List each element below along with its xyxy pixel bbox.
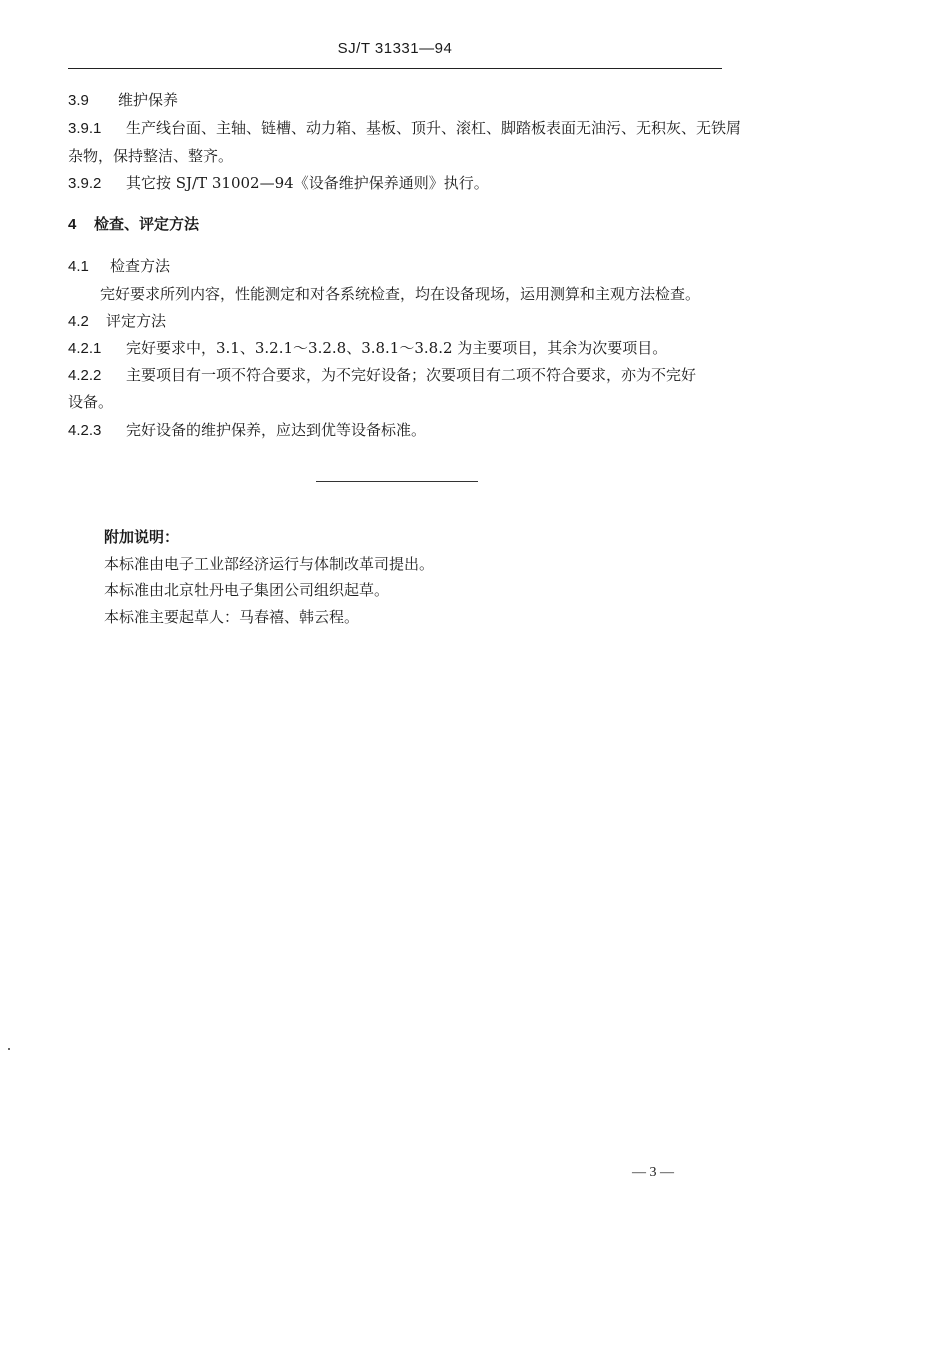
section-3-9-2: [68, 173, 489, 194]
section-title: 检查、评定方法: [94, 215, 200, 233]
section-text: 设备。: [68, 393, 114, 411]
page-number: — 3 —: [632, 1165, 674, 1180]
section-title: 评定方法: [106, 312, 167, 330]
standard-code-header: SJ/T 31331—94: [337, 40, 453, 57]
section-number: 4.2: [68, 313, 89, 330]
section-3-9: [68, 90, 178, 111]
section-4-1: [68, 256, 170, 277]
section-number: 3.9.2: [68, 175, 102, 192]
section-number: 3.9: [68, 92, 89, 109]
end-of-text-rule: [316, 481, 478, 482]
section-number: 3.9.1: [68, 120, 102, 137]
section-4-2-3: [68, 420, 426, 441]
section-number: 4: [68, 216, 77, 233]
section-text: 完好要求所列内容，性能测定和对各系统检查，均在设备现场，运用测算和主观方法检查。: [100, 285, 701, 303]
section-4-2: [68, 311, 166, 332]
section-title: 维护保养: [118, 91, 179, 109]
section-number: 4.2.2: [68, 367, 102, 384]
section-text: 杂物，保持整洁、整齐。: [68, 147, 234, 165]
appendix-line: 本标准由电子工业部经济运行与体制改革司提出。: [104, 555, 435, 573]
section-text: 其它按 SJ/T 31002—94《设备维护保养通则》执行。: [126, 174, 489, 192]
section-text: 完好设备的维护保养，应达到优等设备标准。: [126, 421, 427, 439]
section-4-1-body: [100, 284, 700, 304]
section-4-2-1: [68, 338, 667, 359]
section-text: 主要项目有一项不符合要求，为不完好设备；次要项目有二项不符合要求，亦为不完好: [126, 366, 697, 384]
section-number: 4.1: [68, 258, 89, 275]
section-4-2-2: [68, 365, 696, 386]
section-3-9-1: [68, 118, 741, 139]
section-title: 检查方法: [110, 257, 171, 275]
section-number: 4.2.1: [68, 340, 102, 357]
appendix-line: 本标准由北京牡丹电子集团公司组织起草。: [104, 581, 390, 599]
section-4-2-2-continued: [68, 392, 113, 412]
section-text: 生产线台面、主轴、链槽、动力箱、基板、顶升、滚杠、脚踏板表面无油污、无积灰、无铁屑: [126, 119, 742, 137]
section-3-9-1-continued: [68, 146, 233, 166]
section-4: [68, 214, 199, 235]
section-text: 完好要求中，3.1、3.2.1～3.2.8、3.8.1～3.8.2 为主要项目，其余为次要项目。: [126, 339, 668, 357]
header-rule: [68, 68, 722, 69]
scan-speck: [8, 1048, 10, 1050]
section-number: 4.2.3: [68, 422, 102, 439]
appendix-title: 附加说明：: [104, 528, 180, 546]
appendix-line: 本标准主要起草人：马春禧、韩云程。: [104, 608, 360, 626]
